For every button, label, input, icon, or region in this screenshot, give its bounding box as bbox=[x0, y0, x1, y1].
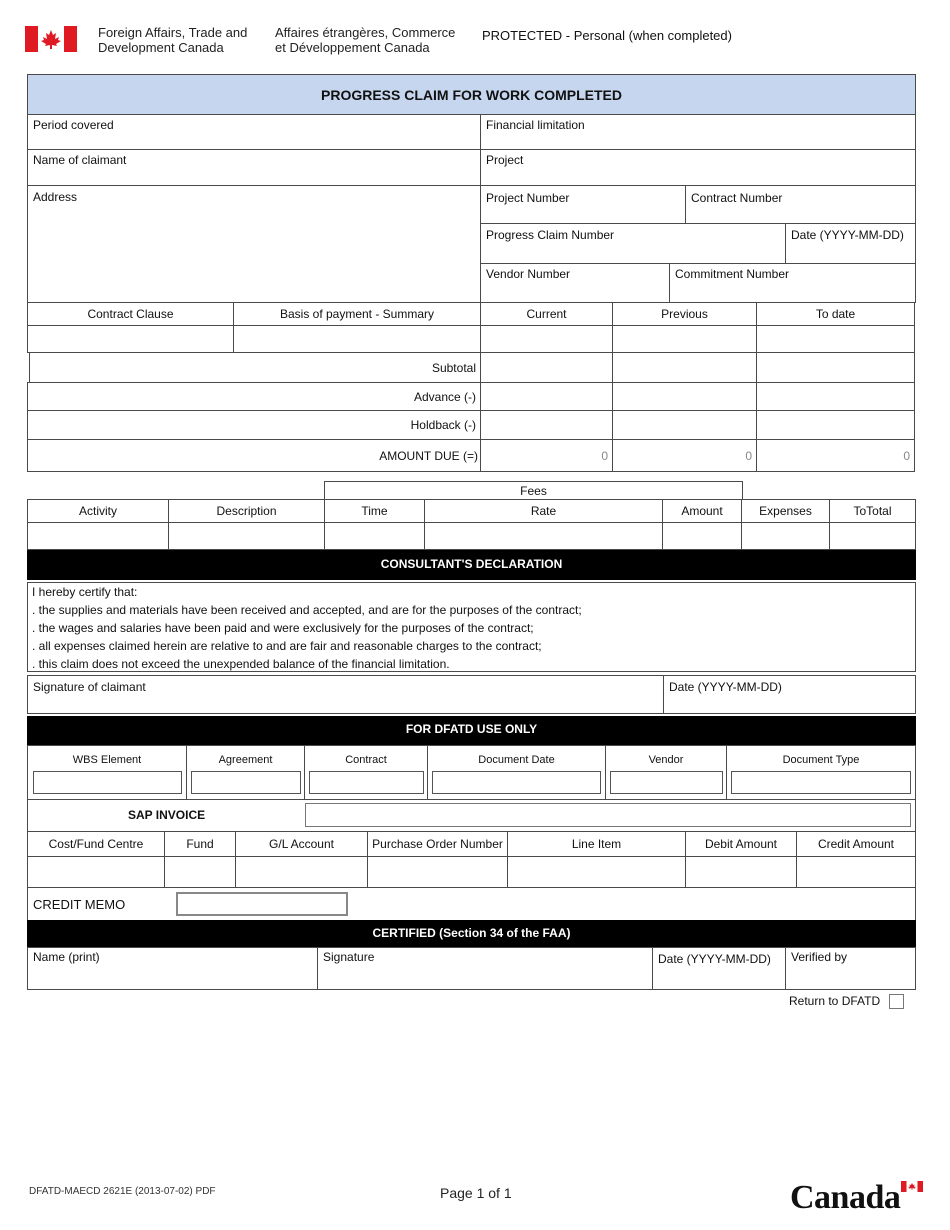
advance-label-cell bbox=[27, 382, 481, 411]
vendor-number-field[interactable] bbox=[480, 263, 670, 303]
declaration-line: . the wages and salaries have been paid and were exclusively for the purposes of the contract; bbox=[32, 621, 534, 635]
gl-account-header bbox=[235, 831, 368, 857]
page-number: Page 1 of 1 bbox=[440, 1185, 512, 1201]
vendor-input[interactable] bbox=[610, 771, 723, 794]
amount-due-to-date-field bbox=[756, 439, 915, 472]
holdback-label-cell bbox=[27, 410, 481, 440]
address-field[interactable] bbox=[27, 185, 481, 303]
previous-input[interactable] bbox=[612, 325, 757, 353]
description-header bbox=[168, 499, 325, 523]
purchase-order-number-label: Purchase Order Number bbox=[372, 837, 503, 851]
fees-header-label: Fees bbox=[520, 484, 547, 498]
dept-name-en-line1: Foreign Affairs, Trade and bbox=[98, 25, 248, 40]
dept-name-fr-line1: Affaires étrangères, Commerce bbox=[275, 25, 456, 40]
commitment-number-field[interactable] bbox=[669, 263, 916, 303]
credit-amount-header bbox=[796, 831, 916, 857]
subtotal-current-input[interactable] bbox=[480, 352, 613, 383]
previous-header bbox=[612, 302, 757, 326]
tototal-header bbox=[829, 499, 916, 523]
debit-amount-input[interactable] bbox=[685, 856, 797, 888]
commitment-number-label: Commitment Number bbox=[675, 267, 790, 281]
cost-fund-centre-input[interactable] bbox=[27, 856, 165, 888]
declaration-text-box bbox=[27, 582, 916, 672]
name-of-claimant-field[interactable] bbox=[27, 149, 481, 186]
amount-label: Amount bbox=[681, 504, 723, 518]
claim-date-field[interactable] bbox=[785, 223, 916, 264]
contract-number-label: Contract Number bbox=[691, 191, 783, 205]
line-item-header bbox=[507, 831, 686, 857]
declaration-line: . all expenses claimed herein are relative to and are fair and reasonable charges to the contract; bbox=[32, 639, 542, 653]
advance-previous-input[interactable] bbox=[612, 382, 757, 411]
amount-due-current-field bbox=[480, 439, 613, 472]
declaration-line: . the supplies and materials have been received and accepted, and are for the purposes of the contract; bbox=[32, 603, 582, 617]
declaration-line: I hereby certify that: bbox=[32, 585, 138, 599]
agreement-label: Agreement bbox=[218, 754, 273, 766]
signature-of-claimant-field[interactable] bbox=[27, 675, 664, 714]
amount-due-previous-field bbox=[612, 439, 757, 472]
fund-header bbox=[164, 831, 236, 857]
credit-memo-input[interactable] bbox=[176, 892, 348, 916]
line-item-label: Line Item bbox=[571, 837, 622, 851]
name-print-label: Name (print) bbox=[33, 950, 100, 964]
fund-label: Fund bbox=[186, 837, 214, 851]
declaration-date-label: Date (YYYY-MM-DD) bbox=[669, 680, 782, 694]
project-number-field[interactable] bbox=[480, 185, 686, 224]
gl-account-label: G/L Account bbox=[269, 837, 334, 851]
holdback-to-date-input[interactable] bbox=[756, 410, 915, 440]
time-header bbox=[324, 499, 425, 523]
subtotal-previous-input[interactable] bbox=[612, 352, 757, 383]
expenses-label: Expenses bbox=[759, 504, 812, 518]
sap-invoice-input[interactable] bbox=[305, 803, 911, 827]
tototal-input[interactable] bbox=[829, 522, 916, 550]
to-date-label: To date bbox=[815, 307, 856, 321]
financial-limitation-field[interactable] bbox=[480, 114, 916, 150]
verified-by-label: Verified by bbox=[791, 950, 848, 964]
certified-date-label: Date (YYYY-MM-DD) bbox=[658, 952, 771, 966]
fees-header-cell bbox=[324, 481, 743, 500]
basis-summary-input[interactable] bbox=[233, 325, 481, 353]
expenses-input[interactable] bbox=[741, 522, 830, 550]
cost-fund-centre-header bbox=[27, 831, 165, 857]
gl-account-input[interactable] bbox=[235, 856, 368, 888]
current-input[interactable] bbox=[480, 325, 613, 353]
address-label: Address bbox=[33, 190, 78, 204]
amount-input[interactable] bbox=[662, 522, 742, 550]
fund-input[interactable] bbox=[164, 856, 236, 888]
basis-summary-label: Basis of payment - Summary bbox=[279, 307, 435, 321]
credit-amount-input[interactable] bbox=[796, 856, 916, 888]
page-title: PROGRESS CLAIM FOR WORK COMPLETED bbox=[321, 87, 622, 103]
amount-header bbox=[662, 499, 742, 523]
return-to-dfatd-checkbox[interactable] bbox=[889, 994, 904, 1009]
advance-label: Advance (-) bbox=[413, 390, 476, 404]
contract-clause-input[interactable] bbox=[27, 325, 234, 353]
activity-header bbox=[27, 499, 169, 523]
document-date-label: Document Date bbox=[478, 754, 555, 766]
dept-name-en-line2: Development Canada bbox=[98, 40, 224, 55]
subtotal-label: Subtotal bbox=[431, 361, 476, 375]
period-covered-field[interactable] bbox=[27, 114, 481, 150]
certified-date-field[interactable] bbox=[652, 947, 786, 990]
document-type-label: Document Type bbox=[782, 754, 860, 766]
project-field[interactable] bbox=[480, 149, 916, 186]
progress-claim-number-field[interactable] bbox=[480, 223, 786, 264]
amount-due-previous-value: 0 bbox=[745, 449, 752, 463]
credit-amount-label: Credit Amount bbox=[817, 837, 895, 851]
holdback-current-input[interactable] bbox=[480, 410, 613, 440]
time-input[interactable] bbox=[324, 522, 425, 550]
canada-wordmark bbox=[790, 1178, 925, 1218]
amount-due-current-value: 0 bbox=[601, 449, 608, 463]
agreement-input[interactable] bbox=[191, 771, 301, 794]
verified-by-field[interactable] bbox=[785, 947, 916, 990]
amount-due-to-date-value: 0 bbox=[903, 449, 910, 463]
purchase-order-number-header bbox=[367, 831, 508, 857]
signature-of-claimant-label: Signature of claimant bbox=[33, 680, 146, 694]
amount-due-label: AMOUNT DUE (=) bbox=[379, 449, 478, 463]
description-label: Description bbox=[216, 504, 277, 518]
signature-label: Signature bbox=[323, 950, 375, 964]
form-title-bar bbox=[27, 74, 916, 115]
cost-fund-centre-label: Cost/Fund Centre bbox=[48, 837, 144, 851]
purchase-order-number-input[interactable] bbox=[367, 856, 508, 888]
project-number-label: Project Number bbox=[486, 191, 570, 205]
vendor-number-label: Vendor Number bbox=[486, 267, 571, 281]
canada-flag-icon bbox=[25, 26, 77, 52]
credit-memo-row bbox=[27, 887, 916, 921]
holdback-previous-input[interactable] bbox=[612, 410, 757, 440]
period-covered-label: Period covered bbox=[33, 118, 114, 132]
contract-clause-label: Contract Clause bbox=[87, 307, 174, 321]
canada-wordmark-text: Canada bbox=[790, 1179, 901, 1216]
dept-name-fr-line2: et Développement Canada bbox=[275, 40, 430, 55]
consultant-declaration-bar: CONSULTANT'S DECLARATION bbox=[27, 550, 916, 580]
sap-invoice-label: SAP INVOICE bbox=[128, 808, 206, 822]
protected-notice: PROTECTED - Personal (when completed) bbox=[482, 28, 732, 43]
declaration-line: . this claim does not exceed the unexpended balance of the financial limitation. bbox=[32, 657, 450, 671]
holdback-label: Holdback (-) bbox=[410, 418, 476, 432]
activity-label: Activity bbox=[78, 504, 117, 518]
amount-due-label-cell bbox=[27, 439, 481, 472]
to-date-header bbox=[756, 302, 915, 326]
advance-current-input[interactable] bbox=[480, 382, 613, 411]
description-input[interactable] bbox=[168, 522, 325, 550]
project-label: Project bbox=[486, 153, 524, 167]
name-print-field[interactable] bbox=[27, 947, 318, 990]
subtotal-to-date-input[interactable] bbox=[756, 352, 915, 383]
rate-header bbox=[424, 499, 663, 523]
tototal-label: ToTotal bbox=[853, 504, 892, 518]
vendor-label: Vendor bbox=[648, 754, 684, 766]
document-date-input[interactable] bbox=[432, 771, 601, 794]
rate-input[interactable] bbox=[424, 522, 663, 550]
claim-date-label: Date (YYYY-MM-DD) bbox=[791, 228, 904, 242]
form-id: DFATD-MAECD 2621E (2013-07-02) PDF bbox=[29, 1186, 216, 1197]
rate-label: Rate bbox=[530, 504, 557, 518]
basis-summary-header bbox=[233, 302, 481, 326]
document-type-input[interactable] bbox=[731, 771, 911, 794]
contract-clause-header bbox=[27, 302, 234, 326]
subtotal-label-cell bbox=[29, 352, 481, 383]
financial-limitation-label: Financial limitation bbox=[486, 118, 585, 132]
wbs-element-label: WBS Element bbox=[72, 754, 142, 766]
debit-amount-header bbox=[685, 831, 797, 857]
contract-input[interactable] bbox=[309, 771, 424, 794]
progress-claim-number-label: Progress Claim Number bbox=[486, 228, 615, 242]
time-label: Time bbox=[361, 504, 388, 518]
previous-label: Previous bbox=[661, 307, 708, 321]
declaration-date-field[interactable] bbox=[663, 675, 916, 714]
wordmark-flag-icon bbox=[901, 1181, 923, 1192]
expenses-header bbox=[741, 499, 830, 523]
current-label: Current bbox=[526, 307, 567, 321]
activity-input[interactable] bbox=[27, 522, 169, 550]
line-item-input[interactable] bbox=[507, 856, 686, 888]
return-to-dfatd-label: Return to DFATD bbox=[789, 994, 881, 1008]
name-of-claimant-label: Name of claimant bbox=[33, 153, 127, 167]
contract-label: Contract bbox=[345, 754, 387, 766]
wbs-element-input[interactable] bbox=[33, 771, 182, 794]
advance-to-date-input[interactable] bbox=[756, 382, 915, 411]
to-date-input[interactable] bbox=[756, 325, 915, 353]
contract-number-field[interactable] bbox=[685, 185, 916, 224]
signature-field[interactable] bbox=[317, 947, 653, 990]
certified-bar: CERTIFIED (Section 34 of the FAA) bbox=[27, 920, 916, 947]
debit-amount-label: Debit Amount bbox=[704, 837, 778, 851]
credit-memo-label: CREDIT MEMO bbox=[33, 897, 126, 912]
dfatd-use-only-bar: FOR DFATD USE ONLY bbox=[27, 716, 916, 745]
current-header bbox=[480, 302, 613, 326]
